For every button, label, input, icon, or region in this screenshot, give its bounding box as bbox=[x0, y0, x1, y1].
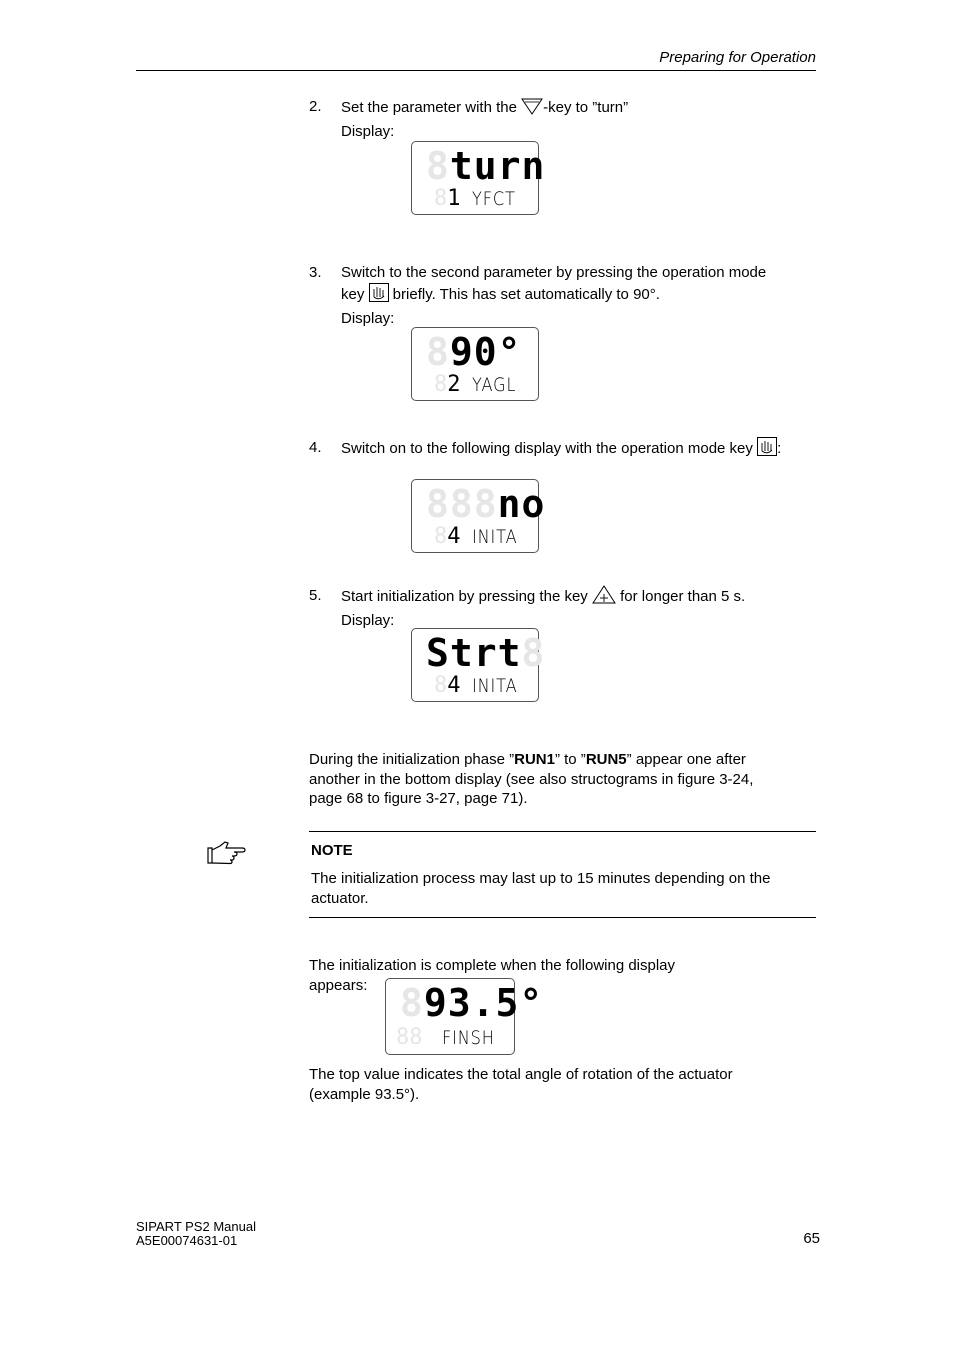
note-bottom-rule bbox=[309, 917, 816, 918]
lcd-bottom-number: 84 bbox=[434, 673, 461, 698]
note-line-2: actuator. bbox=[311, 889, 369, 907]
run5-label: RUN5 bbox=[585, 751, 627, 768]
step-5-text bbox=[341, 585, 821, 631]
lcd-bottom-number: 81 bbox=[434, 186, 461, 211]
step-2-text bbox=[341, 97, 821, 142]
run-para-text-e: ” appear one after bbox=[626, 751, 746, 768]
lcd-bottom-text: INITA bbox=[472, 675, 518, 697]
note-body bbox=[311, 869, 816, 908]
lcd-top-value: 8turn bbox=[426, 144, 546, 188]
pointing-hand-icon bbox=[206, 840, 246, 870]
lcd-display-turn bbox=[411, 141, 546, 215]
run-para-line-2: another in the bottom display (see also structograms in figure 3-24, bbox=[309, 770, 754, 788]
step-3-number: 3. bbox=[309, 264, 322, 281]
lcd-bottom-text: FINSH bbox=[442, 1027, 495, 1049]
run-para-line-3: page 68 to figure 3-27, page 71). bbox=[309, 790, 528, 807]
run-para-text-c: ” to ” bbox=[554, 751, 586, 768]
note-top-rule bbox=[309, 831, 816, 832]
lcd-display-strt bbox=[411, 628, 546, 702]
note-line-1: The initialization process may last up to 15 minutes depending on the bbox=[311, 870, 771, 887]
step-4-text-b: : bbox=[777, 440, 782, 457]
lcd-bottom-number: 82 bbox=[434, 372, 461, 397]
lcd-top-value: 888no bbox=[426, 482, 546, 526]
complete-line-2: appears: bbox=[309, 976, 368, 994]
footer-document-id: A5E00074631-01 bbox=[136, 1233, 238, 1248]
final-para-line-1: The top value indicates the total angle of rotation of the actuator bbox=[309, 1066, 733, 1083]
step-3-display-label: Display: bbox=[341, 310, 395, 327]
step-3-text-b: briefly. This has set automatically to 90°. bbox=[388, 286, 660, 303]
step-2-text-a: Set the parameter with the bbox=[341, 99, 522, 116]
lcd-bottom-text: INITA bbox=[472, 526, 518, 548]
step-4-text bbox=[341, 437, 831, 462]
header-rule bbox=[136, 70, 816, 71]
down-key-icon bbox=[521, 97, 543, 121]
step-3-text-a: key bbox=[341, 286, 369, 303]
hand-mode-key-icon bbox=[757, 437, 777, 462]
lcd-bottom-text: YFCT bbox=[472, 188, 516, 210]
lcd-display-no bbox=[411, 479, 546, 553]
run1-label: RUN1 bbox=[514, 751, 555, 768]
step-4-text-a: Switch on to the following display with the operation mode key bbox=[341, 440, 758, 457]
lcd-bottom-number: 88 bbox=[396, 1025, 423, 1050]
lcd-display-90 bbox=[411, 327, 539, 401]
lcd-bottom-number: 84 bbox=[434, 524, 461, 549]
run-para-text-a: During the initialization phase ” bbox=[309, 751, 515, 768]
page-number: 65 bbox=[803, 1230, 820, 1247]
step-5-text-b: for longer than 5 s. bbox=[615, 588, 746, 605]
step-5-display-label: Display: bbox=[341, 612, 395, 629]
rotation-angle-paragraph bbox=[309, 1065, 819, 1104]
hand-mode-key-icon bbox=[369, 283, 389, 308]
lcd-bottom-text: YAGL bbox=[472, 374, 517, 396]
footer-manual-title: SIPART PS2 Manual bbox=[136, 1219, 256, 1234]
up-key-icon bbox=[592, 585, 616, 610]
lcd-top-value: 893.5° bbox=[400, 981, 544, 1025]
lcd-top-value: Strt8 bbox=[426, 631, 546, 675]
step-4-number: 4. bbox=[309, 439, 322, 456]
initialization-phase-paragraph bbox=[309, 750, 819, 809]
running-header: Preparing for Operation bbox=[659, 49, 816, 66]
step-5-number: 5. bbox=[309, 587, 322, 604]
lcd-display-93-5 bbox=[385, 978, 544, 1055]
lcd-top-value: 890° bbox=[426, 330, 522, 374]
step-5-text-a: Start initialization by pressing the key bbox=[341, 588, 592, 605]
step-3-text bbox=[341, 262, 821, 329]
final-para-line-2: (example 93.5°). bbox=[309, 1085, 420, 1103]
step-2-display-label: Display: bbox=[341, 123, 395, 140]
step-3-line-1: Switch to the second parameter by pressing the operation mode bbox=[341, 264, 767, 281]
step-2-number: 2. bbox=[309, 98, 322, 115]
step-2-text-b: -key to ”turn” bbox=[543, 99, 629, 116]
complete-line-1: The initialization is complete when the following display bbox=[309, 957, 676, 974]
note-label: NOTE bbox=[311, 842, 353, 859]
